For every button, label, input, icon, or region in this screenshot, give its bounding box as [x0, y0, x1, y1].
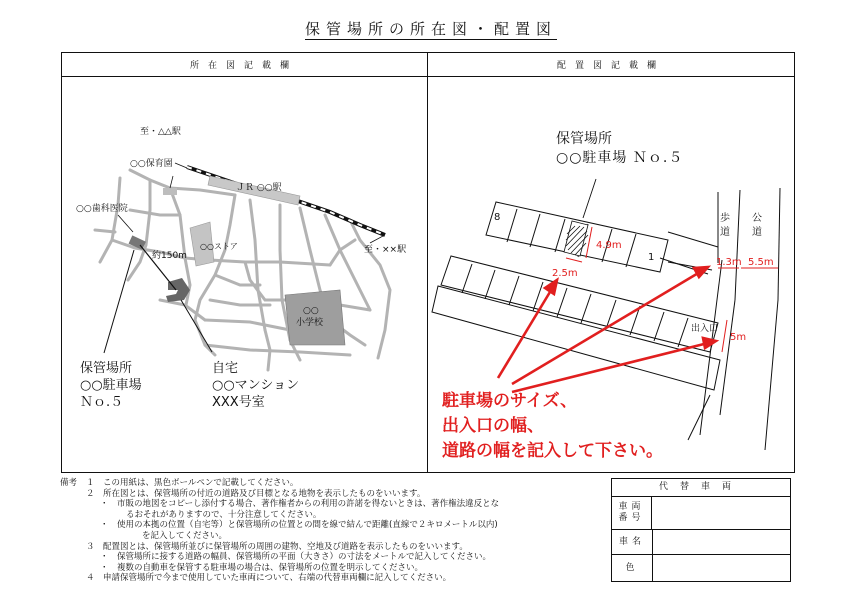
note-line: １ この用紙は、黒色ボールペンで記載してください。: [86, 478, 299, 488]
home-callout-line3: XXX号室: [212, 395, 265, 410]
home-callout-line1: 自宅: [212, 361, 239, 376]
instruction-arrows: [498, 267, 719, 392]
dim-depth: 4.9m: [596, 240, 622, 251]
vehicle-color-label: 色: [612, 555, 653, 581]
distance-label: 約150m: [152, 251, 187, 261]
dim-width: 2.5m: [552, 268, 578, 279]
vehicle-name-row[interactable]: [612, 530, 790, 555]
location-map: [95, 170, 390, 370]
station-a-label: 至・△△駅: [140, 127, 181, 137]
school-label-1: ○○: [303, 306, 319, 316]
slot-label-1: 1: [648, 252, 655, 263]
parking-callout-line3: Ｎｏ.５: [80, 395, 124, 410]
location-map-header: 所在図記載欄: [189, 61, 298, 71]
note-line: ・ 市販の地図をコピーし添付する場合、著作権者からの利用の許諾を得ないときは、著作権法違反とな: [100, 499, 500, 510]
slot-label-8: 8: [494, 212, 501, 223]
note-line: ・ 保管場所に接する道路の幅員、保管場所の平面（大きさ）の寸法をメートルで記入してください。: [100, 552, 492, 563]
school-label-2: 小学校: [296, 318, 324, 328]
parking-callout-line2: ○○駐車場: [80, 378, 142, 393]
dental-label: ○○歯科医院: [76, 204, 128, 214]
layout-callout-line1: 保管場所: [556, 131, 612, 147]
home-callout-line2: ○○マンション: [212, 378, 300, 393]
note-line: を記入してください。: [142, 530, 228, 541]
entrance-label: 出入口: [691, 324, 719, 334]
road-label-2: 道: [752, 227, 762, 238]
page-title: 保管場所の所在図・配置図: [304, 20, 557, 38]
vehicle-number-row[interactable]: [612, 497, 790, 530]
instruction-line2: 出入口の幅、: [442, 416, 544, 436]
note-line: ２ 所在図とは、保管場所の付近の道路及び目標となる地物を表示したものをいいます。: [86, 488, 426, 499]
station-b-label: 至・××駅: [364, 245, 407, 255]
replacement-vehicle-table: [611, 478, 791, 582]
notes-label: 備考: [60, 478, 78, 488]
dim-sidewalk: 1.3m: [716, 257, 742, 268]
vehicle-number-label: 車両番号: [612, 497, 652, 529]
note-line: るおそれがありますので、十分注意してください。: [126, 509, 322, 520]
layout-map-header: 配置図記載欄: [556, 61, 665, 71]
dim-entrance: 5m: [730, 332, 747, 343]
layout-callout-line2: ○○駐車場 Ｎｏ.５: [556, 150, 684, 166]
instruction-line3: 道路の幅を記入して下さい。: [442, 441, 663, 461]
nursery-label: ○○保育園: [130, 159, 173, 169]
vehicle-color-row[interactable]: [612, 555, 790, 581]
instruction-line1: 駐車場のサイズ、: [442, 391, 578, 411]
note-line: ３ 配置図とは、保管場所並びに保管場所の周囲の建物、空地及び道路を表示したものをいいます。: [86, 541, 468, 552]
vehicle-name-label: 車名: [612, 530, 653, 554]
sidewalk-label-1: 歩: [720, 213, 730, 224]
road-label-1: 公: [752, 213, 762, 224]
vehicle-table-header: 代替車両: [612, 479, 790, 497]
parking-callout-line1: 保管場所: [80, 361, 133, 376]
target-slot: [564, 221, 588, 256]
sidewalk-label-2: 道: [720, 227, 730, 238]
dim-road: 5.5m: [748, 257, 774, 268]
nursery-building: [163, 188, 177, 195]
store-label: ○○ストア: [200, 242, 238, 251]
jr-station-label: ＪＲ ○○駅: [236, 183, 282, 193]
note-line: ・ 複数の自動車を保管する駐車場の場合は、保管場所の位置を明示してください。: [100, 562, 424, 573]
note-line: ・ 使用の本拠の位置（自宅等）と保管場所の位置との間を線で結んで距離(直線で２キロメートル以内): [100, 520, 498, 531]
note-line: ４ 申請保管場所で今まで使用していた車両について、右端の代替車両欄に記入してください。: [86, 573, 452, 584]
